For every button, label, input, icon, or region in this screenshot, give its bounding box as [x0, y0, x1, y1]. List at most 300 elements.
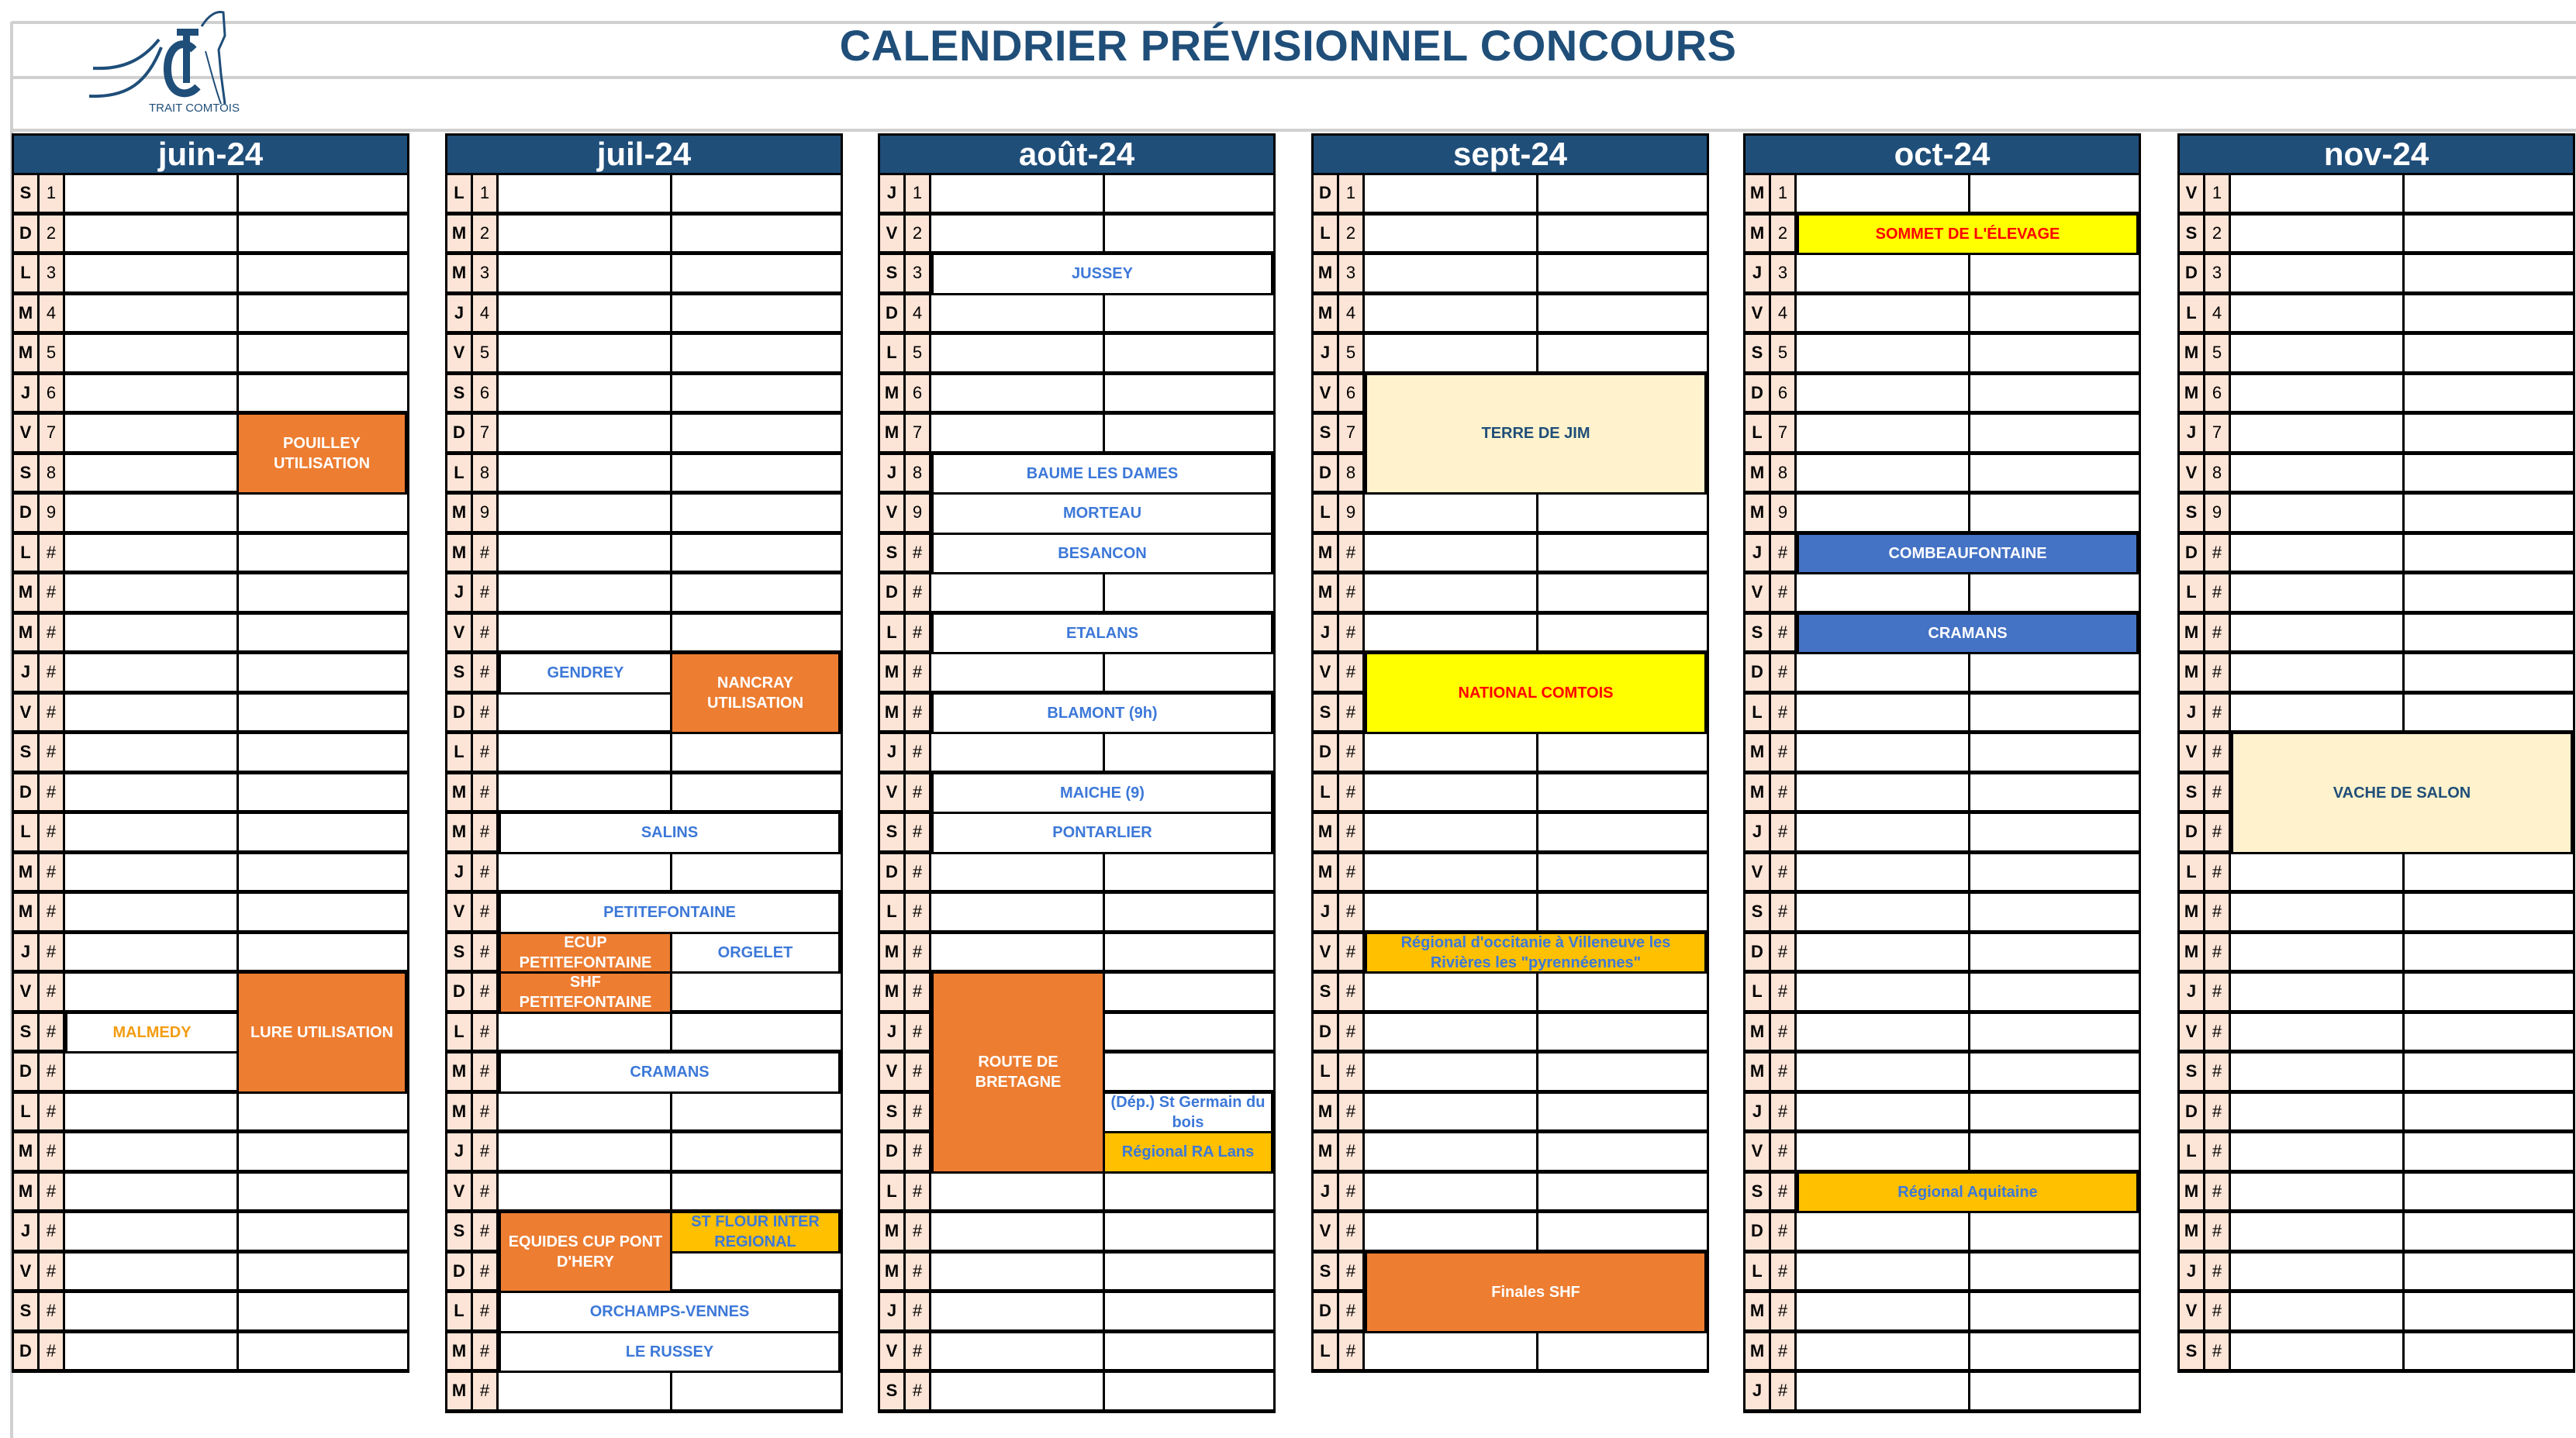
event-cell-right[interactable] — [1970, 1133, 2139, 1170]
event-cell-left[interactable] — [931, 1333, 1105, 1370]
event-cell-left[interactable] — [1797, 255, 1970, 291]
event-cell-right[interactable] — [1105, 335, 1273, 371]
event-cell-left[interactable] — [1365, 535, 1538, 571]
event-cell-right[interactable] — [239, 216, 407, 252]
event-cell-left[interactable] — [65, 695, 239, 731]
event-cell-left[interactable] — [499, 1133, 672, 1170]
event-cell-left[interactable] — [931, 175, 1105, 212]
event-cell-left[interactable] — [2231, 375, 2405, 412]
event-cell-left[interactable] — [499, 255, 672, 291]
event-cell-left[interactable] — [499, 695, 672, 731]
event-cell-right[interactable] — [1105, 1333, 1273, 1370]
event-cell-right[interactable] — [2405, 216, 2573, 252]
event-cell-left[interactable] — [65, 175, 239, 212]
event-cell-left[interactable] — [1365, 574, 1538, 611]
event-cell-right[interactable] — [239, 1133, 407, 1170]
event-cell-right[interactable] — [2405, 1094, 2573, 1130]
calendar-event[interactable]: SOMMET DE L'ÉLEVAGE — [1797, 213, 2139, 256]
event-cell-right[interactable] — [239, 495, 407, 531]
event-cell-left[interactable] — [2231, 574, 2405, 611]
event-cell-right[interactable] — [1970, 894, 2139, 930]
calendar-event[interactable]: ETALANS — [931, 612, 1273, 655]
event-cell-left[interactable] — [499, 1094, 672, 1130]
event-cell-right[interactable] — [239, 1174, 407, 1210]
event-cell-right[interactable] — [672, 1094, 841, 1130]
event-cell-left[interactable] — [65, 335, 239, 371]
event-cell-right[interactable] — [1970, 1254, 2139, 1290]
event-cell-left[interactable] — [1797, 1213, 1970, 1250]
event-cell-right[interactable] — [1538, 574, 1707, 611]
event-cell-right[interactable] — [672, 535, 841, 571]
event-cell-right[interactable] — [1970, 375, 2139, 412]
event-cell-left[interactable] — [931, 375, 1105, 412]
event-cell-left[interactable] — [1365, 255, 1538, 291]
event-cell-left[interactable] — [499, 574, 672, 611]
event-cell-left[interactable] — [65, 934, 239, 971]
event-cell-left[interactable] — [65, 295, 239, 332]
calendar-event[interactable]: (Dép.) St Germain du bois — [1103, 1091, 1273, 1134]
calendar-event[interactable]: PETITEFONTAINE — [499, 891, 841, 934]
event-cell-left[interactable] — [1365, 894, 1538, 930]
event-cell-left[interactable] — [65, 415, 239, 451]
event-cell-right[interactable] — [239, 1213, 407, 1250]
event-cell-right[interactable] — [2405, 1213, 2573, 1250]
event-cell-left[interactable] — [2231, 415, 2405, 451]
calendar-event[interactable]: ROUTE DE BRETAGNE — [931, 971, 1105, 1174]
event-cell-left[interactable] — [2231, 1213, 2405, 1250]
event-cell-right[interactable] — [2405, 255, 2573, 291]
event-cell-right[interactable] — [239, 734, 407, 771]
event-cell-right[interactable] — [239, 1254, 407, 1290]
event-cell-left[interactable] — [65, 734, 239, 771]
event-cell-right[interactable] — [1970, 1053, 2139, 1090]
event-cell-right[interactable] — [2405, 415, 2573, 451]
event-cell-right[interactable] — [2405, 974, 2573, 1010]
event-cell-right[interactable] — [1105, 1213, 1273, 1250]
event-cell-right[interactable] — [239, 175, 407, 212]
event-cell-left[interactable] — [1365, 1213, 1538, 1250]
event-cell-right[interactable] — [1105, 175, 1273, 212]
event-cell-left[interactable] — [931, 1254, 1105, 1290]
event-cell-right[interactable] — [672, 455, 841, 491]
event-cell-left[interactable] — [1797, 814, 1970, 850]
event-cell-right[interactable] — [2405, 295, 2573, 332]
event-cell-left[interactable] — [1797, 974, 1970, 1010]
event-cell-left[interactable] — [1365, 295, 1538, 332]
event-cell-right[interactable] — [2405, 535, 2573, 571]
event-cell-left[interactable] — [2231, 495, 2405, 531]
calendar-event[interactable]: Régional d'occitanie à Villeneuve les Rivières les "pyrennéennes" — [1365, 932, 1707, 974]
event-cell-right[interactable] — [1538, 175, 1707, 212]
event-cell-left[interactable] — [1797, 415, 1970, 451]
event-cell-left[interactable] — [1797, 934, 1970, 971]
event-cell-right[interactable] — [1970, 574, 2139, 611]
event-cell-left[interactable] — [499, 455, 672, 491]
event-cell-right[interactable] — [1538, 1174, 1707, 1210]
event-cell-left[interactable] — [499, 854, 672, 891]
event-cell-left[interactable] — [931, 295, 1105, 332]
event-cell-right[interactable] — [2405, 335, 2573, 371]
event-cell-left[interactable] — [499, 335, 672, 371]
event-cell-right[interactable] — [1970, 295, 2139, 332]
event-cell-right[interactable] — [239, 295, 407, 332]
event-cell-left[interactable] — [1797, 375, 1970, 412]
event-cell-left[interactable] — [2231, 1133, 2405, 1170]
calendar-event[interactable]: TERRE DE JIM — [1365, 373, 1707, 495]
event-cell-left[interactable] — [1365, 495, 1538, 531]
event-cell-left[interactable] — [1365, 1014, 1538, 1050]
event-cell-right[interactable] — [1538, 1213, 1707, 1250]
event-cell-right[interactable] — [672, 375, 841, 412]
event-cell-right[interactable] — [672, 216, 841, 252]
event-cell-left[interactable] — [2231, 934, 2405, 971]
event-cell-left[interactable] — [1797, 654, 1970, 691]
event-cell-left[interactable] — [65, 974, 239, 1010]
event-cell-left[interactable] — [2231, 1014, 2405, 1050]
event-cell-right[interactable] — [1970, 1014, 2139, 1050]
event-cell-left[interactable] — [2231, 854, 2405, 891]
event-cell-left[interactable] — [2231, 535, 2405, 571]
event-cell-right[interactable] — [1105, 1174, 1273, 1210]
calendar-event[interactable]: SALINS — [499, 812, 841, 854]
event-cell-left[interactable] — [499, 1174, 672, 1210]
event-cell-left[interactable] — [65, 1053, 239, 1090]
event-cell-left[interactable] — [2231, 974, 2405, 1010]
event-cell-right[interactable] — [1538, 734, 1707, 771]
calendar-event[interactable]: MORTEAU — [931, 492, 1273, 535]
calendar-event[interactable]: BLAMONT (9h) — [931, 692, 1273, 735]
event-cell-left[interactable] — [2231, 1293, 2405, 1329]
event-cell-left[interactable] — [499, 1014, 672, 1050]
event-cell-right[interactable] — [1538, 894, 1707, 930]
event-cell-left[interactable] — [1365, 1174, 1538, 1210]
calendar-event[interactable]: VACHE DE SALON — [2231, 732, 2573, 854]
event-cell-right[interactable] — [1105, 654, 1273, 691]
event-cell-left[interactable] — [2231, 894, 2405, 930]
event-cell-left[interactable] — [2231, 295, 2405, 332]
event-cell-left[interactable] — [65, 894, 239, 930]
event-cell-right[interactable] — [2405, 1333, 2573, 1370]
calendar-event[interactable]: NANCRAY UTILISATION — [670, 652, 841, 734]
event-cell-right[interactable] — [239, 654, 407, 691]
event-cell-right[interactable] — [672, 1133, 841, 1170]
event-cell-left[interactable] — [1797, 574, 1970, 611]
event-cell-right[interactable] — [1105, 854, 1273, 891]
event-cell-right[interactable] — [1970, 654, 2139, 691]
event-cell-right[interactable] — [2405, 1174, 2573, 1210]
event-cell-right[interactable] — [1105, 295, 1273, 332]
event-cell-left[interactable] — [1797, 695, 1970, 731]
event-cell-right[interactable] — [1105, 375, 1273, 412]
calendar-event[interactable]: LURE UTILISATION — [237, 971, 407, 1094]
event-cell-left[interactable] — [2231, 1254, 2405, 1290]
event-cell-left[interactable] — [931, 934, 1105, 971]
calendar-event[interactable]: BAUME LES DAMES — [931, 453, 1273, 495]
event-cell-left[interactable] — [499, 535, 672, 571]
event-cell-right[interactable] — [672, 1174, 841, 1210]
event-cell-left[interactable] — [2231, 255, 2405, 291]
event-cell-right[interactable] — [1105, 974, 1273, 1010]
event-cell-left[interactable] — [2231, 1094, 2405, 1130]
event-cell-left[interactable] — [1797, 335, 1970, 371]
event-cell-right[interactable] — [1105, 734, 1273, 771]
event-cell-right[interactable] — [239, 814, 407, 850]
event-cell-right[interactable] — [239, 1094, 407, 1130]
event-cell-right[interactable] — [239, 934, 407, 971]
event-cell-right[interactable] — [1970, 934, 2139, 971]
event-cell-right[interactable] — [239, 774, 407, 811]
calendar-event[interactable]: GENDREY — [499, 652, 672, 695]
event-cell-left[interactable] — [499, 415, 672, 451]
event-cell-left[interactable] — [65, 1094, 239, 1130]
event-cell-right[interactable] — [672, 854, 841, 891]
event-cell-right[interactable] — [1105, 934, 1273, 971]
event-cell-left[interactable] — [2231, 1333, 2405, 1370]
event-cell-right[interactable] — [672, 574, 841, 611]
event-cell-left[interactable] — [931, 415, 1105, 451]
event-cell-right[interactable] — [239, 1333, 407, 1370]
calendar-event[interactable]: CRAMANS — [499, 1051, 841, 1094]
event-cell-right[interactable] — [2405, 1133, 2573, 1170]
event-cell-left[interactable] — [65, 814, 239, 850]
event-cell-left[interactable] — [499, 734, 672, 771]
event-cell-right[interactable] — [1970, 774, 2139, 811]
calendar-event[interactable]: MAICHE (9) — [931, 772, 1273, 815]
event-cell-left[interactable] — [65, 1213, 239, 1250]
event-cell-right[interactable] — [2405, 654, 2573, 691]
event-cell-left[interactable] — [65, 774, 239, 811]
event-cell-left[interactable] — [65, 1293, 239, 1329]
event-cell-right[interactable] — [2405, 1254, 2573, 1290]
event-cell-left[interactable] — [1797, 175, 1970, 212]
event-cell-right[interactable] — [1970, 734, 2139, 771]
event-cell-left[interactable] — [1797, 774, 1970, 811]
event-cell-left[interactable] — [1797, 894, 1970, 930]
event-cell-right[interactable] — [672, 335, 841, 371]
event-cell-left[interactable] — [65, 216, 239, 252]
event-cell-left[interactable] — [1365, 734, 1538, 771]
event-cell-left[interactable] — [65, 1133, 239, 1170]
event-cell-left[interactable] — [65, 1254, 239, 1290]
event-cell-left[interactable] — [931, 734, 1105, 771]
event-cell-right[interactable] — [1538, 335, 1707, 371]
event-cell-left[interactable] — [931, 854, 1105, 891]
event-cell-left[interactable] — [1797, 455, 1970, 491]
event-cell-left[interactable] — [65, 615, 239, 651]
event-cell-left[interactable] — [65, 854, 239, 891]
event-cell-right[interactable] — [1105, 216, 1273, 252]
event-cell-right[interactable] — [239, 535, 407, 571]
event-cell-left[interactable] — [1797, 1014, 1970, 1050]
event-cell-left[interactable] — [65, 654, 239, 691]
event-cell-right[interactable] — [1538, 216, 1707, 252]
event-cell-left[interactable] — [1797, 854, 1970, 891]
event-cell-right[interactable] — [1105, 1293, 1273, 1329]
event-cell-left[interactable] — [65, 535, 239, 571]
event-cell-left[interactable] — [65, 455, 239, 491]
event-cell-right[interactable] — [1970, 1293, 2139, 1329]
event-cell-left[interactable] — [499, 216, 672, 252]
event-cell-left[interactable] — [499, 615, 672, 651]
event-cell-left[interactable] — [931, 654, 1105, 691]
event-cell-right[interactable] — [239, 854, 407, 891]
event-cell-right[interactable] — [1970, 495, 2139, 531]
calendar-event[interactable]: JUSSEY — [931, 253, 1273, 295]
event-cell-right[interactable] — [672, 495, 841, 531]
event-cell-right[interactable] — [1970, 695, 2139, 731]
event-cell-left[interactable] — [1365, 1133, 1538, 1170]
event-cell-right[interactable] — [672, 415, 841, 451]
event-cell-left[interactable] — [1797, 1333, 1970, 1370]
event-cell-left[interactable] — [1365, 615, 1538, 651]
event-cell-right[interactable] — [672, 255, 841, 291]
event-cell-left[interactable] — [931, 335, 1105, 371]
event-cell-left[interactable] — [2231, 175, 2405, 212]
event-cell-right[interactable] — [672, 175, 841, 212]
event-cell-left[interactable] — [931, 1373, 1105, 1409]
event-cell-right[interactable] — [1538, 774, 1707, 811]
event-cell-left[interactable] — [1365, 774, 1538, 811]
event-cell-left[interactable] — [1365, 854, 1538, 891]
event-cell-right[interactable] — [1970, 255, 2139, 291]
event-cell-left[interactable] — [2231, 1053, 2405, 1090]
event-cell-right[interactable] — [2405, 1053, 2573, 1090]
event-cell-left[interactable] — [1797, 1094, 1970, 1130]
event-cell-right[interactable] — [2405, 495, 2573, 531]
event-cell-left[interactable] — [2231, 216, 2405, 252]
calendar-event[interactable]: ST FLOUR INTER REGIONAL — [670, 1211, 841, 1254]
event-cell-left[interactable] — [65, 375, 239, 412]
event-cell-right[interactable] — [672, 1014, 841, 1050]
event-cell-right[interactable] — [2405, 375, 2573, 412]
event-cell-right[interactable] — [672, 1373, 841, 1409]
event-cell-left[interactable] — [1365, 1094, 1538, 1130]
event-cell-left[interactable] — [65, 495, 239, 531]
event-cell-right[interactable] — [1105, 894, 1273, 930]
event-cell-left[interactable] — [1365, 335, 1538, 371]
event-cell-right[interactable] — [1538, 295, 1707, 332]
event-cell-left[interactable] — [2231, 455, 2405, 491]
event-cell-right[interactable] — [1538, 974, 1707, 1010]
event-cell-left[interactable] — [65, 574, 239, 611]
calendar-event[interactable]: CRAMANS — [1797, 612, 2139, 655]
calendar-event[interactable]: COMBEAUFONTAINE — [1797, 533, 2139, 575]
event-cell-right[interactable] — [2405, 574, 2573, 611]
event-cell-left[interactable] — [931, 574, 1105, 611]
event-cell-left[interactable] — [1365, 175, 1538, 212]
event-cell-right[interactable] — [672, 1254, 841, 1290]
event-cell-left[interactable] — [2231, 654, 2405, 691]
event-cell-right[interactable] — [239, 375, 407, 412]
event-cell-right[interactable] — [1105, 1373, 1273, 1409]
event-cell-left[interactable] — [1797, 1254, 1970, 1290]
calendar-event[interactable]: MALMEDY — [65, 1012, 239, 1054]
event-cell-left[interactable] — [1797, 1373, 1970, 1409]
calendar-event[interactable]: PONTARLIER — [931, 812, 1273, 854]
event-cell-left[interactable] — [1797, 1293, 1970, 1329]
event-cell-right[interactable] — [1538, 615, 1707, 651]
event-cell-left[interactable] — [931, 1293, 1105, 1329]
event-cell-right[interactable] — [1105, 1014, 1273, 1050]
event-cell-right[interactable] — [1538, 1333, 1707, 1370]
event-cell-left[interactable] — [499, 495, 672, 531]
event-cell-right[interactable] — [1538, 255, 1707, 291]
event-cell-right[interactable] — [1105, 1254, 1273, 1290]
event-cell-right[interactable] — [1970, 335, 2139, 371]
event-cell-right[interactable] — [1970, 1333, 2139, 1370]
event-cell-right[interactable] — [1538, 854, 1707, 891]
event-cell-left[interactable] — [1365, 1053, 1538, 1090]
event-cell-right[interactable] — [1538, 1053, 1707, 1090]
calendar-event[interactable]: EQUIDES CUP PONT D'HERY — [499, 1211, 672, 1293]
event-cell-left[interactable] — [65, 1174, 239, 1210]
event-cell-right[interactable] — [1538, 1133, 1707, 1170]
event-cell-right[interactable] — [1970, 1213, 2139, 1250]
event-cell-right[interactable] — [2405, 894, 2573, 930]
calendar-event[interactable]: Régional Aquitaine — [1797, 1171, 2139, 1214]
event-cell-right[interactable] — [1970, 1373, 2139, 1409]
event-cell-right[interactable] — [2405, 175, 2573, 212]
event-cell-left[interactable] — [931, 1213, 1105, 1250]
calendar-event[interactable]: Régional RA Lans — [1103, 1131, 1273, 1174]
event-cell-right[interactable] — [2405, 615, 2573, 651]
event-cell-left[interactable] — [499, 375, 672, 412]
event-cell-right[interactable] — [1970, 854, 2139, 891]
event-cell-left[interactable] — [65, 1333, 239, 1370]
event-cell-right[interactable] — [2405, 455, 2573, 491]
event-cell-left[interactable] — [499, 175, 672, 212]
calendar-event[interactable]: LE RUSSEY — [499, 1331, 841, 1374]
event-cell-left[interactable] — [931, 894, 1105, 930]
event-cell-right[interactable] — [1105, 574, 1273, 611]
event-cell-left[interactable] — [499, 1373, 672, 1409]
event-cell-left[interactable] — [1797, 295, 1970, 332]
calendar-event[interactable]: ORGELET — [670, 932, 841, 974]
event-cell-right[interactable] — [1538, 1014, 1707, 1050]
calendar-event[interactable]: ORCHAMPS-VENNES — [499, 1291, 841, 1333]
event-cell-left[interactable] — [2231, 615, 2405, 651]
event-cell-right[interactable] — [672, 734, 841, 771]
event-cell-right[interactable] — [2405, 1014, 2573, 1050]
event-cell-right[interactable] — [239, 1293, 407, 1329]
event-cell-right[interactable] — [239, 335, 407, 371]
event-cell-left[interactable] — [499, 774, 672, 811]
calendar-event[interactable]: Finales SHF — [1365, 1251, 1707, 1333]
event-cell-left[interactable] — [1365, 216, 1538, 252]
event-cell-right[interactable] — [239, 695, 407, 731]
event-cell-right[interactable] — [1105, 415, 1273, 451]
event-cell-right[interactable] — [1538, 535, 1707, 571]
event-cell-left[interactable] — [1365, 814, 1538, 850]
event-cell-left[interactable] — [1797, 1053, 1970, 1090]
event-cell-right[interactable] — [1970, 415, 2139, 451]
event-cell-right[interactable] — [2405, 1293, 2573, 1329]
event-cell-right[interactable] — [2405, 934, 2573, 971]
event-cell-left[interactable] — [2231, 335, 2405, 371]
event-cell-right[interactable] — [1105, 1053, 1273, 1090]
event-cell-right[interactable] — [239, 615, 407, 651]
event-cell-right[interactable] — [1538, 1094, 1707, 1130]
event-cell-right[interactable] — [1970, 175, 2139, 212]
event-cell-right[interactable] — [1970, 1094, 2139, 1130]
event-cell-left[interactable] — [1365, 974, 1538, 1010]
event-cell-right[interactable] — [239, 894, 407, 930]
event-cell-left[interactable] — [1797, 495, 1970, 531]
event-cell-left[interactable] — [1797, 1133, 1970, 1170]
event-cell-right[interactable] — [1970, 974, 2139, 1010]
event-cell-left[interactable] — [499, 295, 672, 332]
event-cell-right[interactable] — [672, 295, 841, 332]
